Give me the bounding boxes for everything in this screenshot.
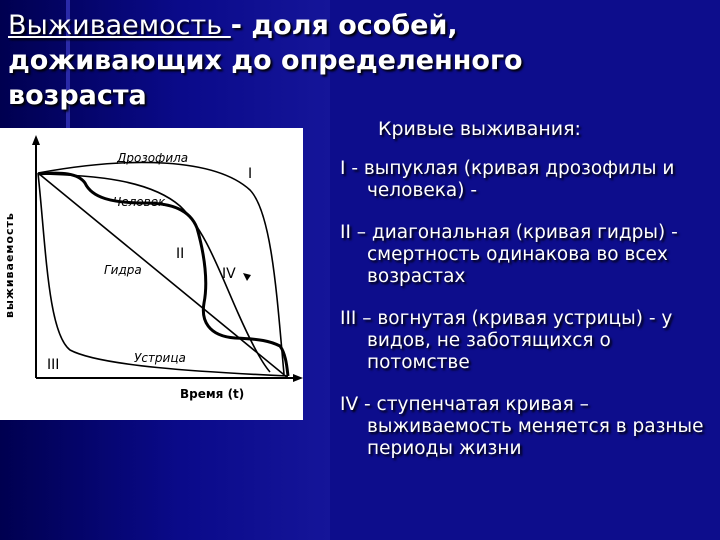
label-hydra: Гидра [104,263,142,277]
survival-curves-figure [0,128,303,420]
label-roman-ii: II [176,246,185,262]
label-roman-i: I [248,166,253,182]
title-definition: - доля особей, доживающих до определенного возраста [8,10,523,111]
slide-subtitle: Кривые выживания: [378,118,581,140]
slide-title [8,8,648,113]
label-human: Человек [113,195,166,209]
survival-curves-diagram [0,128,303,420]
small-arrow-mark [243,273,251,281]
x-axis-label: Время (t) [180,387,245,401]
label-roman-iii: III [47,357,60,373]
label-oyster: Устрица [134,351,186,365]
curve-types-list [340,158,712,480]
list-item: III – вогнутая (кривая устрицы) - у видов, не заботящихся о потомстве [340,308,673,373]
label-drosophila: Дрозофила [117,151,189,165]
title-term: Выживаемость [8,10,231,41]
label-roman-iv: IV [222,266,236,282]
list-item: I - выпуклая (кривая дрозофилы и человека) - [340,158,675,201]
list-item: IV - ступенчатая кривая –выживаемость меняется в разные периоды жизни [340,394,704,459]
y-axis-label: выживаемость [3,212,16,318]
list-item: II – диагональная (кривая гидры) - смертность одинакова во всех возрастах [340,222,678,287]
